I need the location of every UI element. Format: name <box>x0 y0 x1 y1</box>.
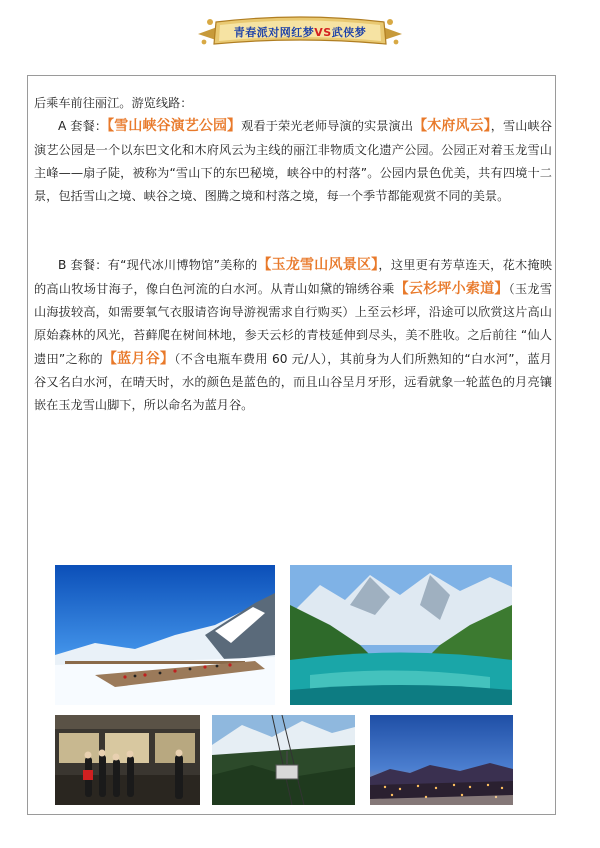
snow-mountain-photo <box>55 565 275 705</box>
old-town-night-photo <box>370 715 513 805</box>
plan-a-paragraph <box>34 115 552 208</box>
plan-b-mid1: ，这里更有芳草连天，花木掩映的高山牧场甘海子，像白色河流的白水河。从青山如黛的锦绣谷乘 <box>34 258 553 296</box>
plan-b-mid2: （玉龙雪山海拔较高，如需要氧气衣服请咨询导游视需求自行购买）上至云杉坪，沿途可以欣赏这片高山原始森林的风光，苔藓爬在树间林地，参天云杉的青枝延伸到尽头，美不胜收。之后前往 “仙人遗田”之称的 <box>34 281 553 366</box>
plan-b-paragraph <box>34 254 552 417</box>
banner-part2: 武侠梦 <box>331 26 367 39</box>
header-banner <box>190 12 410 52</box>
plan-a-prefix: A 套餐： <box>58 119 108 134</box>
blue-moon-valley-photo <box>290 565 512 705</box>
plan-a-mid: 观看于荣光老师导演的实景演出 <box>241 119 414 134</box>
plan-b-highlight-scenic: 【玉龙雪山风景区】 <box>257 257 379 274</box>
itinerary-text <box>34 92 552 418</box>
paragraph-gap <box>34 208 552 254</box>
intro-line: 后乘车前往丽江。游览线路： <box>34 96 193 110</box>
plan-b-rest: （不含电瓶车费用 60 元/人），其前身为人们所熟知的“白水河”，蓝月谷又名白水河，在晴天时，水的颜色是蓝色的，而且山谷呈月牙形，远看就象一轮蓝色的月亮镶嵌在玉龙雪山脚下，所以命名为蓝月谷。 <box>34 351 552 413</box>
banner-part1: 青春派对网红梦 <box>233 26 315 39</box>
plan-b-highlight-cableway: 【云杉坪小索道】 <box>394 280 509 297</box>
plan-a-highlight-park: 【雪山峡谷演艺公园】 <box>107 118 242 135</box>
plan-b-highlight-valley: 【蓝月谷】 <box>102 350 175 367</box>
banner-vs: VS <box>314 25 332 39</box>
banner-title <box>190 12 410 52</box>
museum-interior-photo <box>55 715 200 805</box>
cable-car-photo <box>212 715 355 805</box>
plan-b-prefix: B 套餐：有“现代冰川博物馆”美称的 <box>58 258 258 273</box>
plan-a-highlight-show: 【木府风云】 <box>413 118 491 135</box>
plan-a-rest: ，雪山峡谷演艺公园是一个以东巴文化和木府风云为主线的丽江非物质文化遗产公园。公园正对着玉龙雪山主峰——扇子陡，被称为“雪山下的东巴秘境，峡谷中的村落”。公园内景色优美，共有四境十二景，包括雪山之境、峡谷之境、图腾之境和村落之境，每一个季节都能观赏不同的美景。 <box>34 119 553 204</box>
